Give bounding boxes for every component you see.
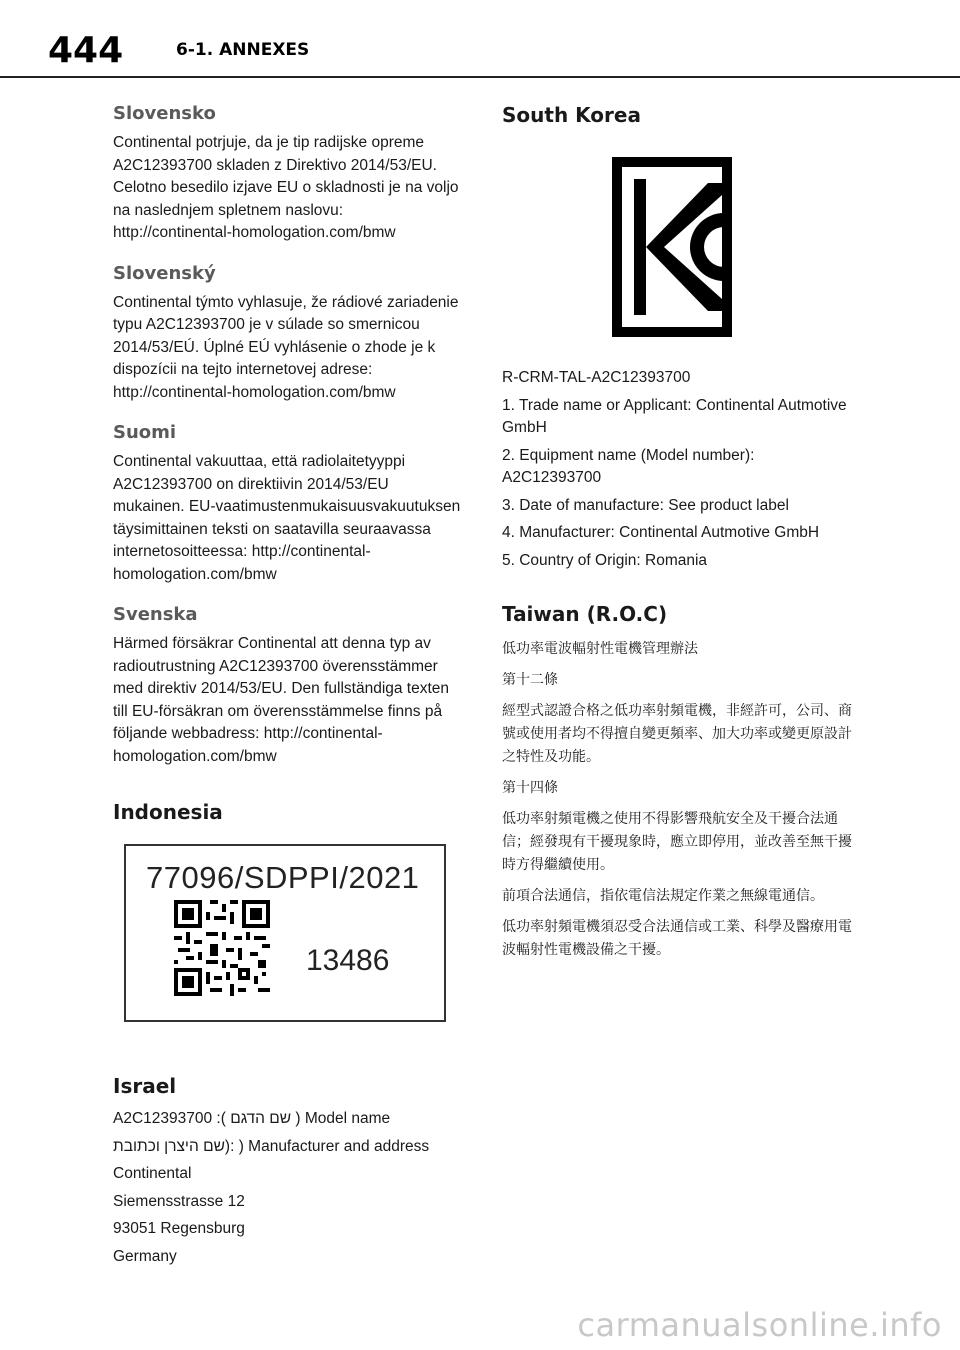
sdppi-number: 13486 [306,944,390,977]
taiwan-line: 第十四條 [502,780,558,796]
heading-suomi: Suomi [113,422,177,443]
heading-slovensko: Slovensko [113,103,216,124]
section-title: 6-1. ANNEXES [176,40,310,60]
taiwan-line: 低功率射頻電機須忍受合法通信或工業、科學及醫療用電波輻射性電機設備之干擾。 [502,919,852,958]
taiwan-line: 經型式認證合格之低功率射頻電機，非經許可，公司、商號或使用者均不得擅自變更頻率、加大功率或變更原設計之特性及功能。 [502,703,852,765]
watermark: carmanualsonline.info [577,1306,942,1344]
right-column [502,103,852,970]
korea-line: R-CRM-TAL-A2C12393700 [502,369,691,386]
left-column [113,103,463,1273]
taiwan-line: 低功率射頻電機之使用不得影響飛航安全及干擾合法通信；經發現有干擾現象時，應立即停用，並改善至無干擾時方得繼續使用。 [502,811,852,873]
text-slovensko: Continental potrjuje, da je tip radijske opreme A2C12393700 skladen z Direktivo 2014/53/EU. Celotno besedilo izjave EU o skladnosti je na voljo na naslednjem spletnem naslovu: http://continental-homologation.com/bmw [113,134,459,241]
heading-indonesia: Indonesia [113,800,223,824]
header-divider [0,76,960,78]
text-svenska: Härmed försäkrar Continental att denna typ av radioutrustning A2C12393700 överensstämmer med direktiv 2014/53/EU. Den fullständiga texten till EU-försäkran om överensstämmelse finns på följande webbadress: http://continental-homologation.com/bmw [113,635,450,765]
korea-line: 3. Date of manufacture: See product label [502,496,789,514]
page-header [0,0,960,78]
israel-line: 93051 Regensburg [113,1220,245,1237]
heading-taiwan: Taiwan (R.O.C) [502,602,668,626]
korea-line: 2. Equipment name (Model number): A2C12393700 [502,446,755,486]
taiwan-line: 低功率電波輻射性電機管理辦法 [502,641,698,657]
heading-slovensky: Slovenský [113,262,216,284]
korea-line: 5. Country of Origin: Romania [502,551,708,569]
israel-line: Siemensstrasse 12 [113,1192,245,1210]
israel-line: Continental [113,1165,192,1182]
sdppi-code: 77096/SDPPI/2021 [146,860,420,895]
heading-israel: Israel [113,1074,177,1098]
heading-svenska: Svenska [113,604,198,625]
page-number: 444 [48,30,124,71]
indonesia-certification-label [124,844,446,1022]
taiwan-line: 前項合法通信，指依電信法規定作業之無線電通信。 [502,888,824,904]
korea-line: 4. Manufacturer: Continental Autmotive GmbH [502,524,820,541]
korea-line: 1. Trade name or Applicant: Continental Autmotive GmbH [502,396,847,436]
israel-line: A2C12393700 :( שם הדגם ) Model name [113,1110,391,1127]
kc-mark-icon [612,157,732,337]
text-slovensky: Continental týmto vyhlasuje, že rádiové zariadenie typu A2C12393700 je v súlade so smernicou 2014/53/EÚ. Úplné EÚ vyhlásenie o zhode je k dispozícii na tejto internetovej adrese: http://continental-homologation.com/bmw [113,293,459,401]
text-suomi: Continental vakuuttaa, että radiolaitetyyppi A2C12393700 on direktiivin 2014/53/EU mukainen. EU-vaatimustenmukaisuusvakuutuksen täysimittainen teksti on saatavilla seuraavassa internetosoitteessa: http://continental-homologation.com/bmw [113,453,461,583]
israel-line: Germany [113,1247,177,1265]
heading-south-korea: South Korea [502,103,641,127]
israel-line: שם היצרן וכתובת): ) Manufacturer and address [113,1137,430,1155]
taiwan-line: 第十二條 [502,672,558,688]
qr-code-icon [174,900,270,996]
